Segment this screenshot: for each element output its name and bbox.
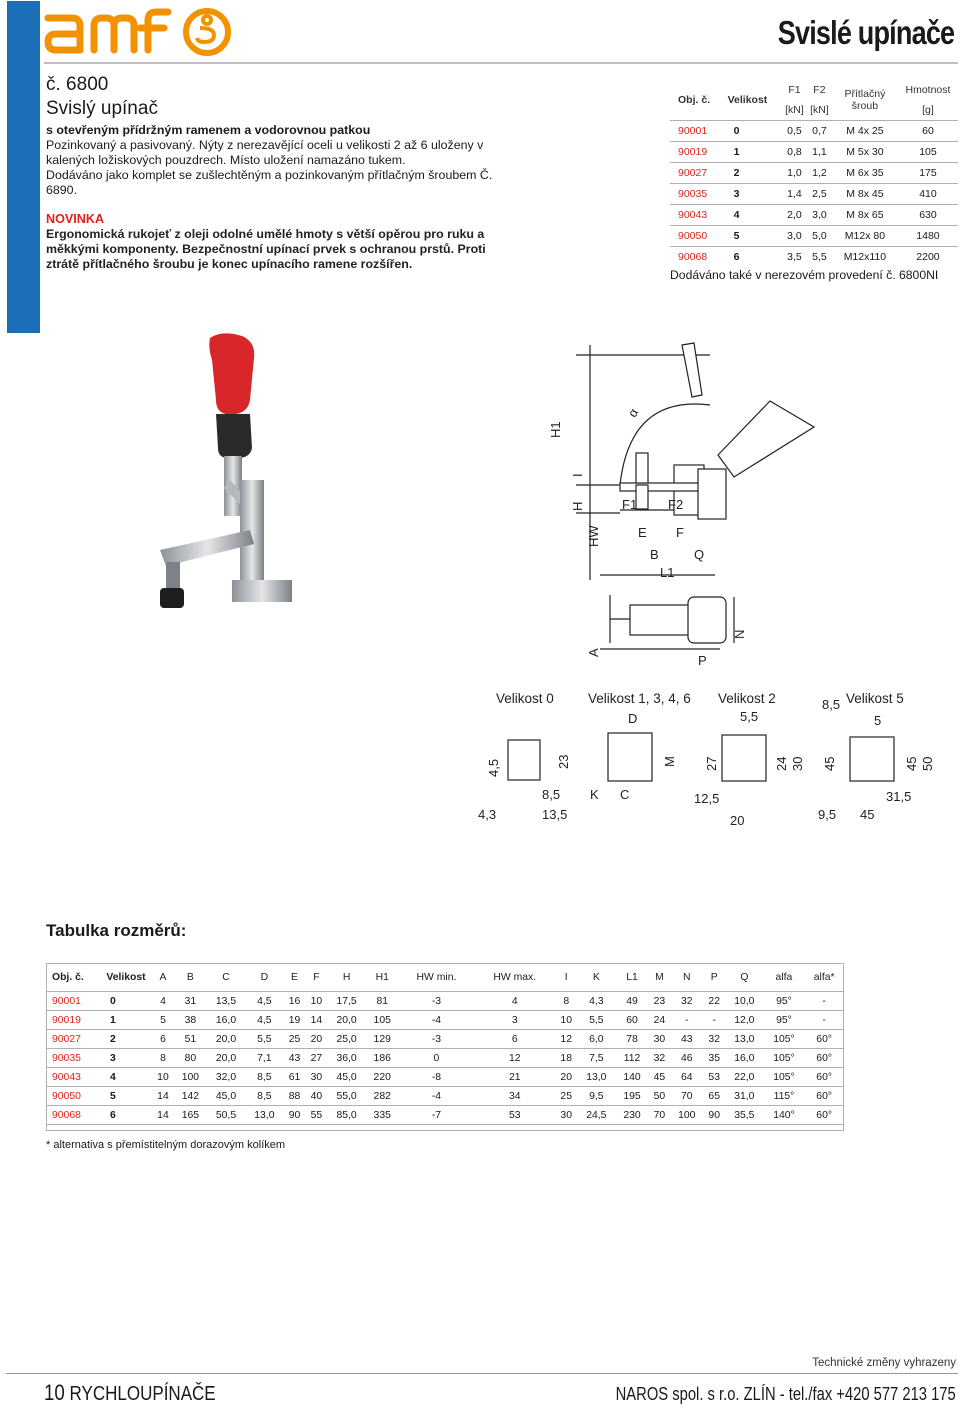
dim-cell: 6 bbox=[152, 1030, 174, 1049]
svg-text:23: 23 bbox=[556, 754, 571, 769]
novinka-text: Ergonomická rukojeť z oleji odolné umělé hmoty s větší opěrou pro ruku a měkkými komponenty. Bezpečnostní upínací prvek s ochranou prstů. Proti ztrátě přítlačného šroubu je konec upínacího ramene rozšířen. bbox=[46, 227, 486, 271]
section-name: RYCHLOUPÍNAČE bbox=[69, 1383, 216, 1405]
dim-col-header: H1 bbox=[375, 971, 389, 983]
dim-col-header: Q bbox=[740, 971, 749, 983]
dim-cell: 10 bbox=[305, 992, 327, 1011]
dim-cell: 70 bbox=[670, 1087, 703, 1106]
dim-cell: - bbox=[804, 1011, 844, 1030]
dimension-table bbox=[46, 963, 844, 1125]
dim-cell: 4,3 bbox=[577, 992, 615, 1011]
product-name: Svislý upínač bbox=[46, 98, 158, 119]
dim-cell: 4,5 bbox=[245, 992, 283, 1011]
dim-cell: 105° bbox=[764, 1068, 805, 1087]
dim-cell: - bbox=[804, 992, 844, 1011]
dim-cell: 40 bbox=[305, 1087, 327, 1106]
dim-cell: 25,0 bbox=[327, 1030, 365, 1049]
dim-col-header: E bbox=[291, 971, 298, 983]
dim-cell: 51 bbox=[174, 1030, 207, 1049]
dim-cell: 60° bbox=[804, 1030, 844, 1049]
dim-cell: - bbox=[670, 1011, 703, 1030]
dim-table-row bbox=[46, 1087, 844, 1106]
svg-text:5: 5 bbox=[874, 713, 882, 728]
col-obj: Obj. č. bbox=[678, 93, 711, 106]
svg-text:5,5: 5,5 bbox=[740, 709, 759, 724]
dim-cell: 13,0 bbox=[245, 1106, 283, 1125]
order-number: 90035 bbox=[46, 1049, 100, 1068]
dim-cell: 7,5 bbox=[577, 1049, 615, 1068]
dim-col-header: B bbox=[186, 971, 194, 983]
dim-cell: 49 bbox=[616, 992, 649, 1011]
svg-text:8,5: 8,5 bbox=[822, 697, 841, 712]
dim-cell: 45,0 bbox=[327, 1068, 365, 1087]
dim-cell: 8,5 bbox=[245, 1068, 283, 1087]
technical-drawing bbox=[470, 335, 950, 665]
size-cell: 2 bbox=[100, 1030, 152, 1049]
dim-cell: 12 bbox=[474, 1049, 555, 1068]
dim-cell: 43 bbox=[670, 1030, 703, 1049]
dim-col-header: HW max. bbox=[493, 971, 537, 983]
dim-h: H bbox=[570, 501, 585, 511]
dim-cell: 10 bbox=[555, 1011, 577, 1030]
col-f1: F1 bbox=[788, 84, 801, 96]
dim-col-header: Obj. č. bbox=[52, 971, 84, 983]
spec-row: 90019 1 0,8 1,1 M 5x 30 105 bbox=[670, 141, 958, 162]
col-f2: F2 bbox=[813, 84, 826, 96]
dim-cell: 220 bbox=[366, 1068, 399, 1087]
spec-row: 90027 2 1,0 1,2 M 6x 35 175 bbox=[670, 162, 958, 183]
dim-cell: 7,1 bbox=[245, 1049, 283, 1068]
dim-col-header: N bbox=[683, 971, 691, 983]
svg-text:4,3: 4,3 bbox=[478, 807, 497, 822]
stainless-note: Dodáváno také v nerezovém provedení č. 6800NI bbox=[670, 268, 939, 282]
description-text: Pozinkovaný a pasivovaný. Nýty z nerezavějící oceli u velikosti 2 až 6 uloženy v kalených ložiskových pouzdrech. Místo uložení namazáno tukem. bbox=[46, 138, 484, 167]
dim-cell: 335 bbox=[366, 1106, 399, 1125]
dim-cell: 4 bbox=[152, 992, 174, 1011]
dim-cell: 43 bbox=[284, 1049, 306, 1068]
dim-cell: 80 bbox=[174, 1049, 207, 1068]
dim-col-header: Velikost bbox=[106, 971, 146, 983]
dim-col-header: L1 bbox=[626, 971, 638, 983]
order-number: 90027 bbox=[46, 1030, 100, 1049]
amf-logo bbox=[42, 6, 262, 58]
order-number: 90019 bbox=[46, 1011, 100, 1030]
dim-col-header: A bbox=[159, 971, 167, 983]
dim-cell: 64 bbox=[670, 1068, 703, 1087]
dim-cell: 0 bbox=[399, 1049, 475, 1068]
product-photo bbox=[160, 330, 305, 640]
dim-cell: 186 bbox=[366, 1049, 399, 1068]
dim-cell: 16,0 bbox=[207, 1011, 245, 1030]
dim-cell: 81 bbox=[366, 992, 399, 1011]
dim-cell: 60° bbox=[804, 1049, 844, 1068]
dim-cell: 27 bbox=[305, 1049, 327, 1068]
dim-p: P bbox=[698, 653, 707, 665]
dim-cell: 13,5 bbox=[207, 992, 245, 1011]
dim-col-header: H bbox=[342, 971, 351, 983]
dim-cell: -8 bbox=[399, 1068, 475, 1087]
dim-cell: 12,0 bbox=[725, 1011, 763, 1030]
label-velikost-1346: Velikost 1, 3, 4, 6 bbox=[588, 691, 691, 706]
dim-cell: 100 bbox=[174, 1068, 207, 1087]
dim-cell: 8,5 bbox=[245, 1087, 283, 1106]
dim-a: A bbox=[586, 648, 601, 657]
dim-cell: 30 bbox=[305, 1068, 327, 1087]
dim-cell: 88 bbox=[284, 1087, 306, 1106]
dim-q: Q bbox=[694, 547, 705, 562]
dim-cell: 20,0 bbox=[327, 1011, 365, 1030]
svg-text:27: 27 bbox=[704, 756, 719, 771]
label-velikost-2: Velikost 2 bbox=[718, 691, 776, 706]
dim-col-header: K bbox=[592, 971, 600, 983]
dim-col-header: M bbox=[655, 971, 664, 983]
company-contact: NAROS spol. s r.o. ZLÍN - tel./fax +420 577 213 175 bbox=[615, 1384, 956, 1404]
spec-row: 90043 4 2,0 3,0 M 8x 65 630 bbox=[670, 204, 958, 225]
dim-cell: 30 bbox=[648, 1030, 670, 1049]
dim-cell: 38 bbox=[174, 1011, 207, 1030]
dim-cell: 129 bbox=[366, 1030, 399, 1049]
size-cell: 3 bbox=[100, 1049, 152, 1068]
dim-col-header: HW min. bbox=[416, 971, 457, 983]
dim-cell: 78 bbox=[616, 1030, 649, 1049]
order-number: 90001 bbox=[46, 992, 100, 1011]
dim-cell: 60° bbox=[804, 1106, 844, 1125]
dim-cell: 14 bbox=[152, 1087, 174, 1106]
spec-row: 90001 0 0,5 0,7 M 4x 25 60 bbox=[670, 120, 958, 141]
dimension-table-title: Tabulka rozměrů: bbox=[46, 921, 187, 940]
dim-cell: 6,0 bbox=[577, 1030, 615, 1049]
dim-table-row bbox=[46, 1011, 844, 1030]
dim-cell: 34 bbox=[474, 1087, 555, 1106]
dim-cell: -7 bbox=[399, 1106, 475, 1125]
order-number: 90043 bbox=[46, 1068, 100, 1087]
base-size-diagrams bbox=[470, 685, 950, 825]
dim-cell: 95° bbox=[764, 1011, 805, 1030]
dim-cell: 85,0 bbox=[327, 1106, 365, 1125]
svg-text:C: C bbox=[620, 787, 630, 802]
svg-text:20: 20 bbox=[730, 813, 745, 825]
dim-cell: 36,0 bbox=[327, 1049, 365, 1068]
dim-col-header: I bbox=[564, 971, 568, 983]
dim-cell: 195 bbox=[616, 1087, 649, 1106]
svg-text:9,5: 9,5 bbox=[818, 807, 837, 822]
col-hmotnost-unit: [g] bbox=[922, 103, 934, 116]
dim-table-row bbox=[46, 992, 844, 1011]
dim-cell: 5 bbox=[152, 1011, 174, 1030]
dim-cell: 50 bbox=[648, 1087, 670, 1106]
dim-cell: 45,0 bbox=[207, 1087, 245, 1106]
dim-cell: 24,5 bbox=[577, 1106, 615, 1125]
svg-text:45: 45 bbox=[822, 756, 837, 771]
dim-cell: 8 bbox=[152, 1049, 174, 1068]
page-title: Svislé upínače bbox=[777, 14, 954, 51]
dim-cell: 95° bbox=[764, 992, 805, 1011]
page-number: 10 bbox=[44, 1380, 65, 1405]
dim-f: F bbox=[676, 525, 684, 540]
dim-col-header: D bbox=[260, 971, 269, 983]
dim-cell: 32 bbox=[703, 1030, 725, 1049]
dim-cell: 90 bbox=[284, 1106, 306, 1125]
dim-cell: 65 bbox=[703, 1087, 725, 1106]
dim-cell: 14 bbox=[305, 1011, 327, 1030]
dim-cell: 25 bbox=[284, 1030, 306, 1049]
dim-cell: 13,0 bbox=[577, 1068, 615, 1087]
description-subtitle: s otevřeným přídržným ramenem a vodorovnou patkou bbox=[46, 123, 371, 137]
dim-cell: 60 bbox=[616, 1011, 649, 1030]
header-divider bbox=[44, 62, 958, 64]
dim-cell: 4,5 bbox=[245, 1011, 283, 1030]
label-f2: F2 bbox=[668, 497, 684, 512]
dim-col-header: C bbox=[222, 971, 230, 983]
dim-hw: HW bbox=[586, 525, 601, 547]
dim-cell: 9,5 bbox=[577, 1087, 615, 1106]
dim-col-header: F bbox=[313, 971, 320, 983]
side-color-bar bbox=[7, 1, 40, 333]
col-hmotnost: Hmotnost bbox=[905, 84, 951, 96]
dimension-table-header bbox=[46, 963, 844, 992]
col-sroub: Přítlačný šroub bbox=[844, 87, 886, 112]
dim-cell: 105° bbox=[764, 1049, 805, 1068]
page-footer-left bbox=[44, 1380, 216, 1406]
product-description bbox=[46, 123, 516, 198]
col-velikost: Velikost bbox=[727, 93, 768, 106]
svg-text:31,5: 31,5 bbox=[886, 789, 912, 804]
dim-cell: -4 bbox=[399, 1011, 475, 1030]
dim-table-row bbox=[46, 1106, 844, 1125]
dim-cell: 100 bbox=[670, 1106, 703, 1125]
col-f1-unit: [kN] bbox=[785, 103, 804, 116]
dim-cell: 20 bbox=[305, 1030, 327, 1049]
order-number: 90050 bbox=[46, 1087, 100, 1106]
size-cell: 0 bbox=[100, 992, 152, 1011]
dim-cell: 5,5 bbox=[245, 1030, 283, 1049]
svg-text:30: 30 bbox=[790, 756, 805, 771]
dim-cell: 50,5 bbox=[207, 1106, 245, 1125]
dim-cell: 112 bbox=[616, 1049, 649, 1068]
spec-row: 90035 3 1,4 2,5 M 8x 45 410 bbox=[670, 183, 958, 204]
description-delivery: Dodáváno jako komplet se zušlechtěným a pozinkovaným přítlačným šroubem Č. 6890. bbox=[46, 168, 493, 197]
dim-col-header: alfa bbox=[775, 971, 793, 983]
dim-cell: 105° bbox=[764, 1030, 805, 1049]
dim-cell: 25 bbox=[555, 1087, 577, 1106]
dim-cell: - bbox=[703, 1011, 725, 1030]
svg-text:13,5: 13,5 bbox=[542, 807, 568, 822]
svg-text:K: K bbox=[590, 787, 599, 802]
dim-h1: H1 bbox=[548, 421, 563, 438]
svg-text:45: 45 bbox=[904, 756, 919, 771]
dim-cell: 53 bbox=[474, 1106, 555, 1125]
dim-table-row bbox=[46, 1030, 844, 1049]
dim-cell: 16 bbox=[284, 992, 306, 1011]
col-f2-unit: [kN] bbox=[810, 103, 829, 116]
dim-cell: 21 bbox=[474, 1068, 555, 1087]
dim-cell: 32 bbox=[670, 992, 703, 1011]
svg-text:12,5: 12,5 bbox=[694, 791, 720, 806]
svg-text:8,5: 8,5 bbox=[542, 787, 561, 802]
changes-note: Technické změny vyhrazeny bbox=[812, 1357, 956, 1369]
dim-cell: 53 bbox=[703, 1068, 725, 1087]
dim-cell: 23 bbox=[648, 992, 670, 1011]
dim-cell: 6 bbox=[474, 1030, 555, 1049]
dim-col-header: alfa* bbox=[813, 971, 835, 983]
dim-cell: 32,0 bbox=[207, 1068, 245, 1087]
size-cell: 4 bbox=[100, 1068, 152, 1087]
dim-cell: 22 bbox=[703, 992, 725, 1011]
dim-cell: 165 bbox=[174, 1106, 207, 1125]
novinka-label: NOVINKA bbox=[46, 212, 105, 226]
dim-cell: -3 bbox=[399, 1030, 475, 1049]
dim-cell: 4 bbox=[474, 992, 555, 1011]
dim-cell: 31,0 bbox=[725, 1087, 763, 1106]
label-f1: F1 bbox=[622, 497, 638, 512]
dim-b: B bbox=[650, 547, 659, 562]
dim-cell: 12 bbox=[555, 1030, 577, 1049]
dim-table-row bbox=[46, 1068, 844, 1087]
size-cell: 1 bbox=[100, 1011, 152, 1030]
dim-cell: 46 bbox=[670, 1049, 703, 1068]
dim-cell: 230 bbox=[616, 1106, 649, 1125]
dim-cell: 24 bbox=[648, 1011, 670, 1030]
dim-cell: 20 bbox=[555, 1068, 577, 1087]
dim-cell: 14 bbox=[152, 1106, 174, 1125]
dim-cell: 20,0 bbox=[207, 1049, 245, 1068]
dim-cell: 60° bbox=[804, 1068, 844, 1087]
dim-cell: 282 bbox=[366, 1087, 399, 1106]
dim-cell: 90 bbox=[703, 1106, 725, 1125]
dim-cell: 10,0 bbox=[725, 992, 763, 1011]
svg-text:4,5: 4,5 bbox=[486, 758, 501, 777]
dim-cell: 70 bbox=[648, 1106, 670, 1125]
dim-alpha: α bbox=[624, 405, 642, 420]
dim-cell: 32 bbox=[648, 1049, 670, 1068]
dim-cell: 35 bbox=[703, 1049, 725, 1068]
spec-table bbox=[670, 80, 958, 267]
svg-text:50: 50 bbox=[920, 756, 935, 771]
dim-cell: 31 bbox=[174, 992, 207, 1011]
dim-cell: 16,0 bbox=[725, 1049, 763, 1068]
spec-row: 90050 5 3,0 5,0 M12x 80 1480 bbox=[670, 225, 958, 246]
dim-cell: 22,0 bbox=[725, 1068, 763, 1087]
dim-cell: 105 bbox=[366, 1011, 399, 1030]
footer-divider bbox=[6, 1373, 958, 1374]
dim-e: E bbox=[638, 525, 647, 540]
dim-cell: 35,5 bbox=[725, 1106, 763, 1125]
size-cell: 5 bbox=[100, 1087, 152, 1106]
dim-cell: 55,0 bbox=[327, 1087, 365, 1106]
spec-row: 90068 6 3,5 5,5 M12x110 2200 bbox=[670, 246, 958, 267]
dim-cell: 30 bbox=[555, 1106, 577, 1125]
dim-cell: 19 bbox=[284, 1011, 306, 1030]
dim-cell: 13,0 bbox=[725, 1030, 763, 1049]
svg-text:D: D bbox=[628, 711, 638, 726]
dim-cell: 18 bbox=[555, 1049, 577, 1068]
dim-n: N bbox=[732, 629, 747, 639]
dim-cell: 5,5 bbox=[577, 1011, 615, 1030]
dim-cell: 142 bbox=[174, 1087, 207, 1106]
dim-cell: 3 bbox=[474, 1011, 555, 1030]
dim-col-header: P bbox=[710, 971, 718, 983]
dim-cell: 8 bbox=[555, 992, 577, 1011]
dim-cell: 61 bbox=[284, 1068, 306, 1087]
dim-cell: 115° bbox=[764, 1087, 805, 1106]
footnote: * alternativa s přemístitelným dorazovým kolíkem bbox=[46, 1139, 286, 1151]
dim-cell: 45 bbox=[648, 1068, 670, 1087]
dim-cell: 17,5 bbox=[327, 992, 365, 1011]
dim-cell: 60° bbox=[804, 1087, 844, 1106]
dim-i: I bbox=[570, 473, 585, 477]
dim-l1: L1 bbox=[660, 565, 675, 580]
size-cell: 6 bbox=[100, 1106, 152, 1125]
dim-cell: 20,0 bbox=[207, 1030, 245, 1049]
dim-cell: 140 bbox=[616, 1068, 649, 1087]
order-number: 90068 bbox=[46, 1106, 100, 1125]
dim-cell: 55 bbox=[305, 1106, 327, 1125]
product-number: č. 6800 bbox=[46, 74, 109, 95]
dim-cell: 10 bbox=[152, 1068, 174, 1087]
svg-text:45: 45 bbox=[860, 807, 875, 822]
dim-cell: 140° bbox=[764, 1106, 805, 1125]
dim-cell: -3 bbox=[399, 992, 475, 1011]
svg-text:M: M bbox=[662, 756, 677, 767]
dim-table-row bbox=[46, 1049, 844, 1068]
dim-cell: -4 bbox=[399, 1087, 475, 1106]
label-velikost-0: Velikost 0 bbox=[496, 691, 554, 706]
svg-text:24: 24 bbox=[774, 756, 789, 771]
label-velikost-5: Velikost 5 bbox=[846, 691, 904, 706]
